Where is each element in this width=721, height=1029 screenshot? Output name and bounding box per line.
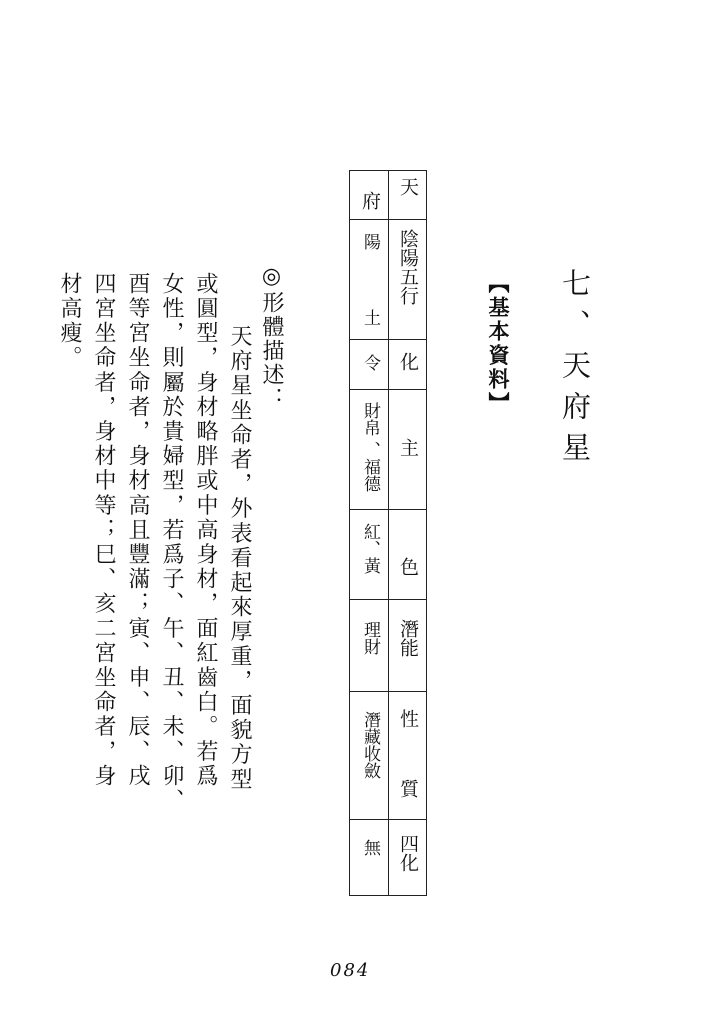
- table-column-divider: [388, 171, 389, 895]
- paragraph-line: 或圓型，身材略胖或中高身材，面紅齒白。若爲: [193, 272, 218, 789]
- table-head-tian: 天: [397, 177, 419, 196]
- table-label-color: 色: [397, 557, 419, 576]
- paragraph-line: 天府星坐命者，外表看起來厚重，面貌方型: [227, 300, 252, 792]
- table-row-divider: [350, 819, 426, 820]
- basic-info-table: [349, 170, 427, 896]
- table-value-ling: 令: [360, 354, 380, 371]
- table-label-hua: 化: [397, 352, 419, 371]
- table-value-caibo: 財帛: [360, 402, 380, 436]
- paragraph-line: 女性，則屬於貴婦型，若爲子、午、丑、未、卯、: [159, 272, 184, 814]
- paragraph-line: 材高瘦。: [57, 272, 82, 371]
- table-value-nature: 潛藏收斂: [360, 711, 380, 779]
- table-value-sihua: 無: [360, 839, 380, 856]
- table-value-potential: 理財: [360, 621, 380, 655]
- paragraph-line: 四宮坐命者，身材中等；巳、亥二宮坐命者，身: [91, 272, 116, 789]
- table-label-yinyang: 陰陽五行: [397, 229, 419, 305]
- table-row-divider: [350, 219, 426, 220]
- table-row-divider: [350, 599, 426, 600]
- paragraph-line: 酉等宮坐命者，身材高且豐滿；寅、申、辰、戌: [125, 272, 150, 789]
- table-value-fude: 、福德: [360, 441, 380, 492]
- table-value-color: 紅、黃: [360, 523, 380, 574]
- chapter-title: 七、天府星: [558, 268, 592, 473]
- table-label-sihua: 四化: [397, 834, 419, 872]
- table-row-divider: [350, 339, 426, 340]
- section-label: 【基本資料】: [486, 272, 511, 416]
- table-row-divider: [350, 691, 426, 692]
- table-label-zhu: 主: [397, 438, 419, 457]
- table-label-nature-1: 性: [397, 709, 419, 728]
- section-heading: ◎形體描述：: [259, 264, 284, 411]
- table-row-divider: [350, 509, 426, 510]
- table-label-nature-2: 質: [397, 779, 419, 798]
- table-value-tu: 土: [360, 309, 380, 326]
- table-label-potential: 潛能: [397, 619, 419, 657]
- table-row-divider: [350, 389, 426, 390]
- page-number: 084: [330, 960, 371, 981]
- table-head-fu: 府: [359, 191, 381, 210]
- table-value-yang: 陽: [360, 233, 380, 250]
